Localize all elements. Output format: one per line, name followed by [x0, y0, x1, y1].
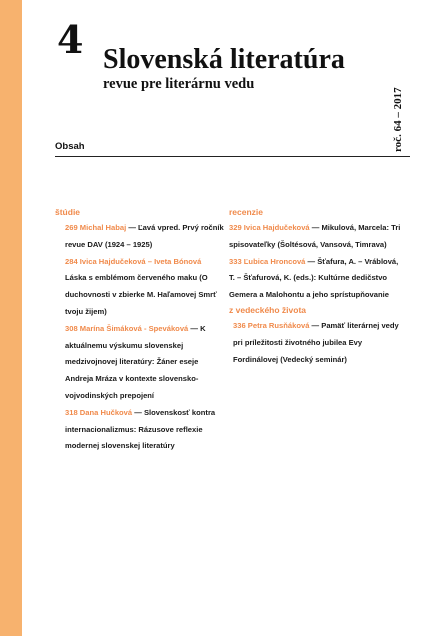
entry-author: Marína Šimáková - Speváková: [79, 323, 189, 333]
issue-number: 4: [57, 17, 84, 62]
toc-entry: 308 Marína Šimáková - Speváková — K aktuálnemu výskumu slovenskej medzivojnovej literatúry: Žáner eseje Andreja Mráza v kontexte slovensko-vojvodinských prepojení: [65, 323, 206, 400]
toc-right-column: [229, 206, 404, 368]
toc-entry: 318 Dana Hučková — Slovenskosť kontra internacionalizmus: Rázusove reflexie modernej slovenskej literatúry: [65, 407, 216, 451]
entry-page: 308: [65, 323, 78, 333]
entry-title: Pamäť literárnej vedy pri príležitosti životného jubilea Evy Fordinálovej (Vedecký seminár): [233, 320, 399, 364]
entry-page: 269: [65, 223, 78, 232]
toc-entry: 333 Ľubica Hroncová — Šťafura, A. – Vráblová, T. – Šťafurová, K. (eds.): Kultúrne dedičstvo Gemera a Malohontu a jeho sprístupňovanie: [229, 256, 399, 300]
section-title-studie: štúdie: [55, 207, 81, 217]
toc-entry: 269 Michal Habaj — Ľavá vpred. Prvý ročník revue DAV (1924 – 1925): [65, 223, 224, 249]
toc-entry: 329 Ivica Hajdučeková — Mikulová, Marcela: Tri spisovateľky (Šoltésová, Vansová, Timrava): [229, 223, 401, 249]
entry-page: 284: [65, 256, 78, 266]
toc-divider: [55, 156, 410, 157]
volume-year: roč. 64 – 2017: [392, 87, 404, 152]
entry-page: 336: [233, 320, 246, 330]
toc-entry: [55, 254, 227, 321]
entry-title: K aktuálnemu výskumu slovenskej medzivojnovej literatúry: Žáner eseje Andreja Mráza v kontexte slovensko-vojvodinských prepojení: [65, 323, 206, 400]
entry-author: Ľubica Hroncová: [243, 256, 306, 266]
entry-title: Slovenskosť kontra internacionalizmus: Rázusove reflexie modernej slovenskej literatúry: [65, 407, 216, 451]
entry-author: Ivica Hajdučeková – Iveta Bónová: [79, 256, 202, 266]
section-title-recenzie: recenzie: [229, 207, 264, 217]
entry-title: Mikulová, Marcela: Tri spisovateľky (Šoltésová, Vansová, Timrava): [229, 223, 401, 249]
toc-section: [229, 206, 404, 304]
toc-entry: 336 Petra Rusňáková — Pamäť literárnej vedy pri príležitosti životného jubilea Evy Fordinálovej (Vedecký seminár): [233, 320, 399, 364]
toc-left-column: [55, 206, 227, 455]
toc-section: [55, 206, 227, 455]
entry-author: Michal Habaj: [79, 223, 127, 232]
toc-section: [229, 304, 404, 368]
toc-heading: Obsah: [55, 141, 85, 152]
entry-author: Ivica Hajdučeková: [243, 223, 310, 232]
entry-title: Šťafura, A. – Vráblová, T. – Šťafurová, K. (eds.): Kultúrne dedičstvo Gemera a Malohontu a jeho sprístupňovanie: [229, 256, 399, 300]
entry-page: 329: [229, 223, 242, 232]
entry-title: Láska s emblémom červeného maku (O duchovnosti v zbierke M. Haľamovej Smrť tvoju žijem): [65, 273, 217, 316]
journal-subtitle: revue pre literárnu vedu: [103, 76, 255, 92]
cover-side-stripe: [0, 0, 22, 636]
entry-page: 333: [229, 256, 242, 266]
entry-author: Petra Rusňáková: [247, 320, 310, 330]
journal-title: Slovenská literatúra: [103, 44, 345, 75]
entry-title: Ľavá vpred. Prvý ročník revue DAV (1924 – 1925): [65, 223, 224, 249]
entry-page: 318: [65, 407, 78, 417]
section-title-z-vedeckeho-zivota: z vedeckého života: [229, 304, 307, 315]
entry-author: Dana Hučková: [79, 407, 133, 417]
